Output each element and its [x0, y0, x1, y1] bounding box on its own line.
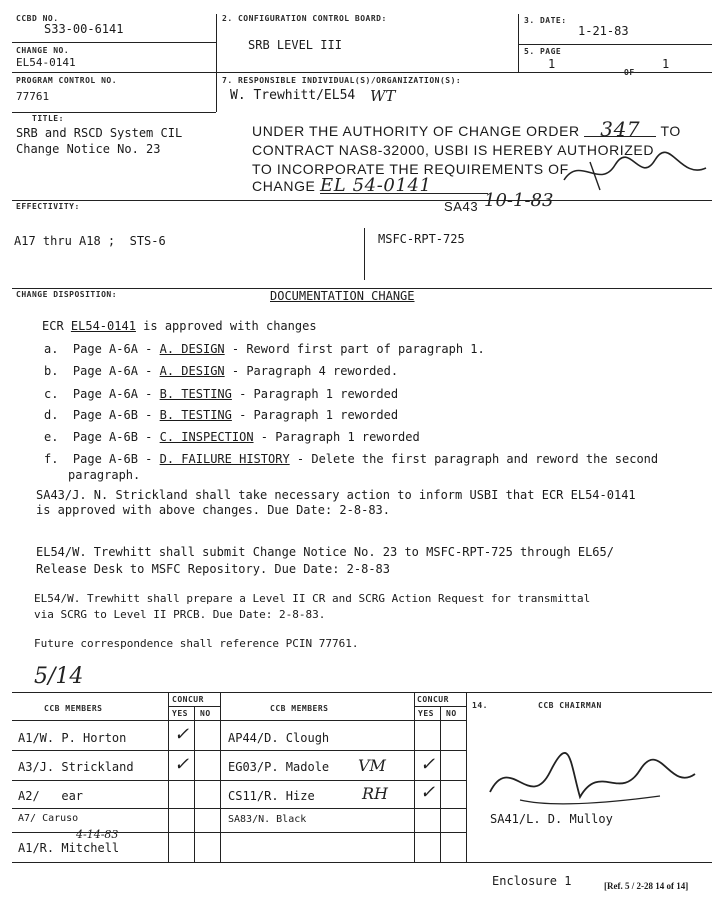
concur-header: CONCUR: [172, 695, 204, 704]
paragraph-2-line-1: EL54/W. Trewhitt shall submit Change Notice No. 23 to MSFC-RPT-725 through EL65/: [36, 545, 614, 559]
concur-mark: ✓: [174, 754, 190, 775]
change-no-value: EL54-0141: [16, 56, 76, 69]
member-name: A1/W. P. Horton: [18, 731, 127, 745]
member-initials: RH: [362, 784, 388, 803]
no-header: NO: [200, 709, 211, 718]
row-rule: [12, 780, 466, 781]
header-rule-1: [12, 42, 216, 43]
header-rule-2: [12, 72, 712, 73]
paragraph-2-line-2: Release Desk to MSFC Repository. Due Date: 2-8-83: [36, 562, 391, 576]
responsible-initials: WT: [370, 87, 396, 105]
date-label: 3. DATE:: [524, 16, 567, 25]
header-divider-1: [216, 14, 217, 112]
members-header: CCB MEMBERS: [44, 704, 103, 713]
of-label: OF: [624, 68, 635, 77]
list-item: f. Page A-6B - D. FAILURE HISTORY - Delete the first paragraph and reword the second: [44, 452, 659, 466]
concur-mark: ✓: [174, 724, 190, 745]
of-value: 1: [662, 57, 670, 71]
reference-label: [Ref. 5 / 2-28 14 of 14]: [604, 881, 689, 891]
concur-header-2: CONCUR: [417, 695, 449, 704]
no-header-2: NO: [446, 709, 457, 718]
member-name: AP44/D. Clough: [228, 731, 330, 745]
board-label: 2. CONFIGURATION CONTROL BOARD:: [222, 14, 387, 23]
page-label: 5. PAGE: [524, 47, 562, 56]
effectivity-value: A17 thru A18 ; STS-6: [14, 234, 166, 248]
disposition-title: DOCUMENTATION CHANGE: [270, 289, 415, 303]
header-rule-4: [12, 200, 712, 201]
change-no-label: CHANGE NO.: [16, 46, 70, 55]
table-top: [12, 692, 712, 693]
header-rule-3: [12, 112, 216, 113]
pcn-value: 77761: [16, 90, 50, 103]
list-item-continuation: paragraph.: [68, 468, 141, 482]
disposition-label: CHANGE DISPOSITION:: [16, 290, 118, 299]
chairman-header: CCB CHAIRMAN: [538, 701, 602, 710]
page-value: 1: [548, 57, 556, 71]
header-rule-right: [518, 44, 712, 45]
list-item: d. Page A-6B - B. TESTING - Paragraph 1 reworded: [44, 408, 399, 422]
paragraph-3-line-2: via SCRG to Level II PRCB. Due Date: 2-8-83.: [34, 608, 326, 621]
col-div: [220, 692, 221, 862]
effectivity-divider: [364, 228, 365, 280]
signoff-date: 10-1-83: [484, 190, 554, 211]
authority-line-4: CHANGE EL 54-0141: [252, 178, 488, 194]
yes-header-2: YES: [418, 709, 434, 718]
handwritten-date: 5/14: [34, 664, 84, 689]
authority-line-1: UNDER THE AUTHORITY OF CHANGE ORDER 347 TO: [252, 117, 681, 141]
board-value: SRB LEVEL III: [248, 38, 342, 52]
ccbd-label: CCBD NO.: [16, 14, 59, 23]
date-value: 1-21-83: [578, 24, 629, 38]
chairman-signature: [480, 752, 700, 812]
effectivity-label: EFFECTIVITY:: [16, 202, 80, 211]
col-div: [168, 692, 169, 862]
table-header-bottom: [12, 720, 466, 721]
chairman-number: 14.: [472, 701, 488, 710]
col-div: [194, 706, 195, 862]
members-header-2: CCB MEMBERS: [270, 704, 329, 713]
list-item: c. Page A-6A - B. TESTING - Paragraph 1 reworded: [44, 387, 399, 401]
paragraph-1-line-2: is approved with above changes. Due Date: 2-8-83.: [36, 503, 391, 517]
list-item: e. Page A-6B - C. INSPECTION - Paragraph 1 reworded: [44, 430, 420, 444]
list-item: b. Page A-6A - A. DESIGN - Paragraph 4 reworded.: [44, 364, 399, 378]
col-div: [466, 692, 467, 862]
paragraph-3-line-1: EL54/W. Trewhitt shall prepare a Level II CR and SCRG Action Request for transmittal: [34, 592, 591, 605]
member-name: SA83/N. Black: [228, 814, 307, 825]
authority-line-2: CONTRACT NAS8-32000, USBI IS HEREBY AUTHORIZED: [252, 142, 655, 158]
yes-header: YES: [172, 709, 188, 718]
authority-line-3: TO INCORPORATE THE REQUIREMENTS OF: [252, 161, 569, 177]
member-name: A7/ Caruso: [18, 813, 79, 824]
pcn-label: PROGRAM CONTROL NO.: [16, 76, 118, 85]
member-name: A3/J. Strickland: [18, 760, 134, 774]
intro-line: ECR EL54-0141 is approved with changes: [42, 319, 317, 333]
concur-mark: ✓: [420, 754, 436, 775]
paragraph-1-line-1: SA43/J. N. Strickland shall take necessary action to inform USBI that ECR EL54-0141: [36, 488, 636, 502]
responsible-label: 7. RESPONSIBLE INDIVIDUAL(S)/ORGANIZATION(S):: [222, 76, 462, 85]
enclosure-label: Enclosure 1: [492, 874, 572, 888]
member-name: CS11/R. Hize: [228, 789, 315, 803]
row-rule: [12, 808, 466, 809]
title-label: TITLE:: [32, 114, 64, 123]
member-initials: VM: [358, 756, 386, 775]
responsible-value: W. Trewhitt/EL54: [230, 88, 356, 103]
member-name: A1/R. Mitchell: [18, 841, 120, 855]
header-divider-2: [518, 14, 519, 72]
paragraph-4: Future correspondence shall reference PCIN 77761.: [34, 637, 359, 650]
sa43-label: SA43: [444, 199, 479, 214]
authority-change-number: EL 54-0141: [320, 179, 488, 194]
concur-mark: ✓: [420, 782, 436, 803]
title-line-2: Change Notice No. 23: [16, 142, 161, 156]
member-name: EG03/P. Madole: [228, 760, 330, 774]
ccbd-value: S33-00-6141: [44, 22, 124, 36]
margin-date: 4-14-83: [76, 828, 119, 841]
signature-scrawl: [560, 150, 710, 200]
member-name: A2/ ear: [18, 789, 84, 803]
list-item: a. Page A-6A - A. DESIGN - Reword first part of paragraph 1.: [44, 342, 485, 356]
change-order-number: 347: [584, 122, 656, 137]
title-line-1: SRB and RSCD System CIL: [16, 126, 183, 140]
chairman-name: SA41/L. D. Mulloy: [490, 812, 613, 826]
row-rule: [12, 750, 466, 751]
table-bottom: [12, 862, 712, 863]
col-div: [414, 692, 415, 862]
col-div: [440, 706, 441, 862]
report-number: MSFC-RPT-725: [378, 232, 465, 246]
